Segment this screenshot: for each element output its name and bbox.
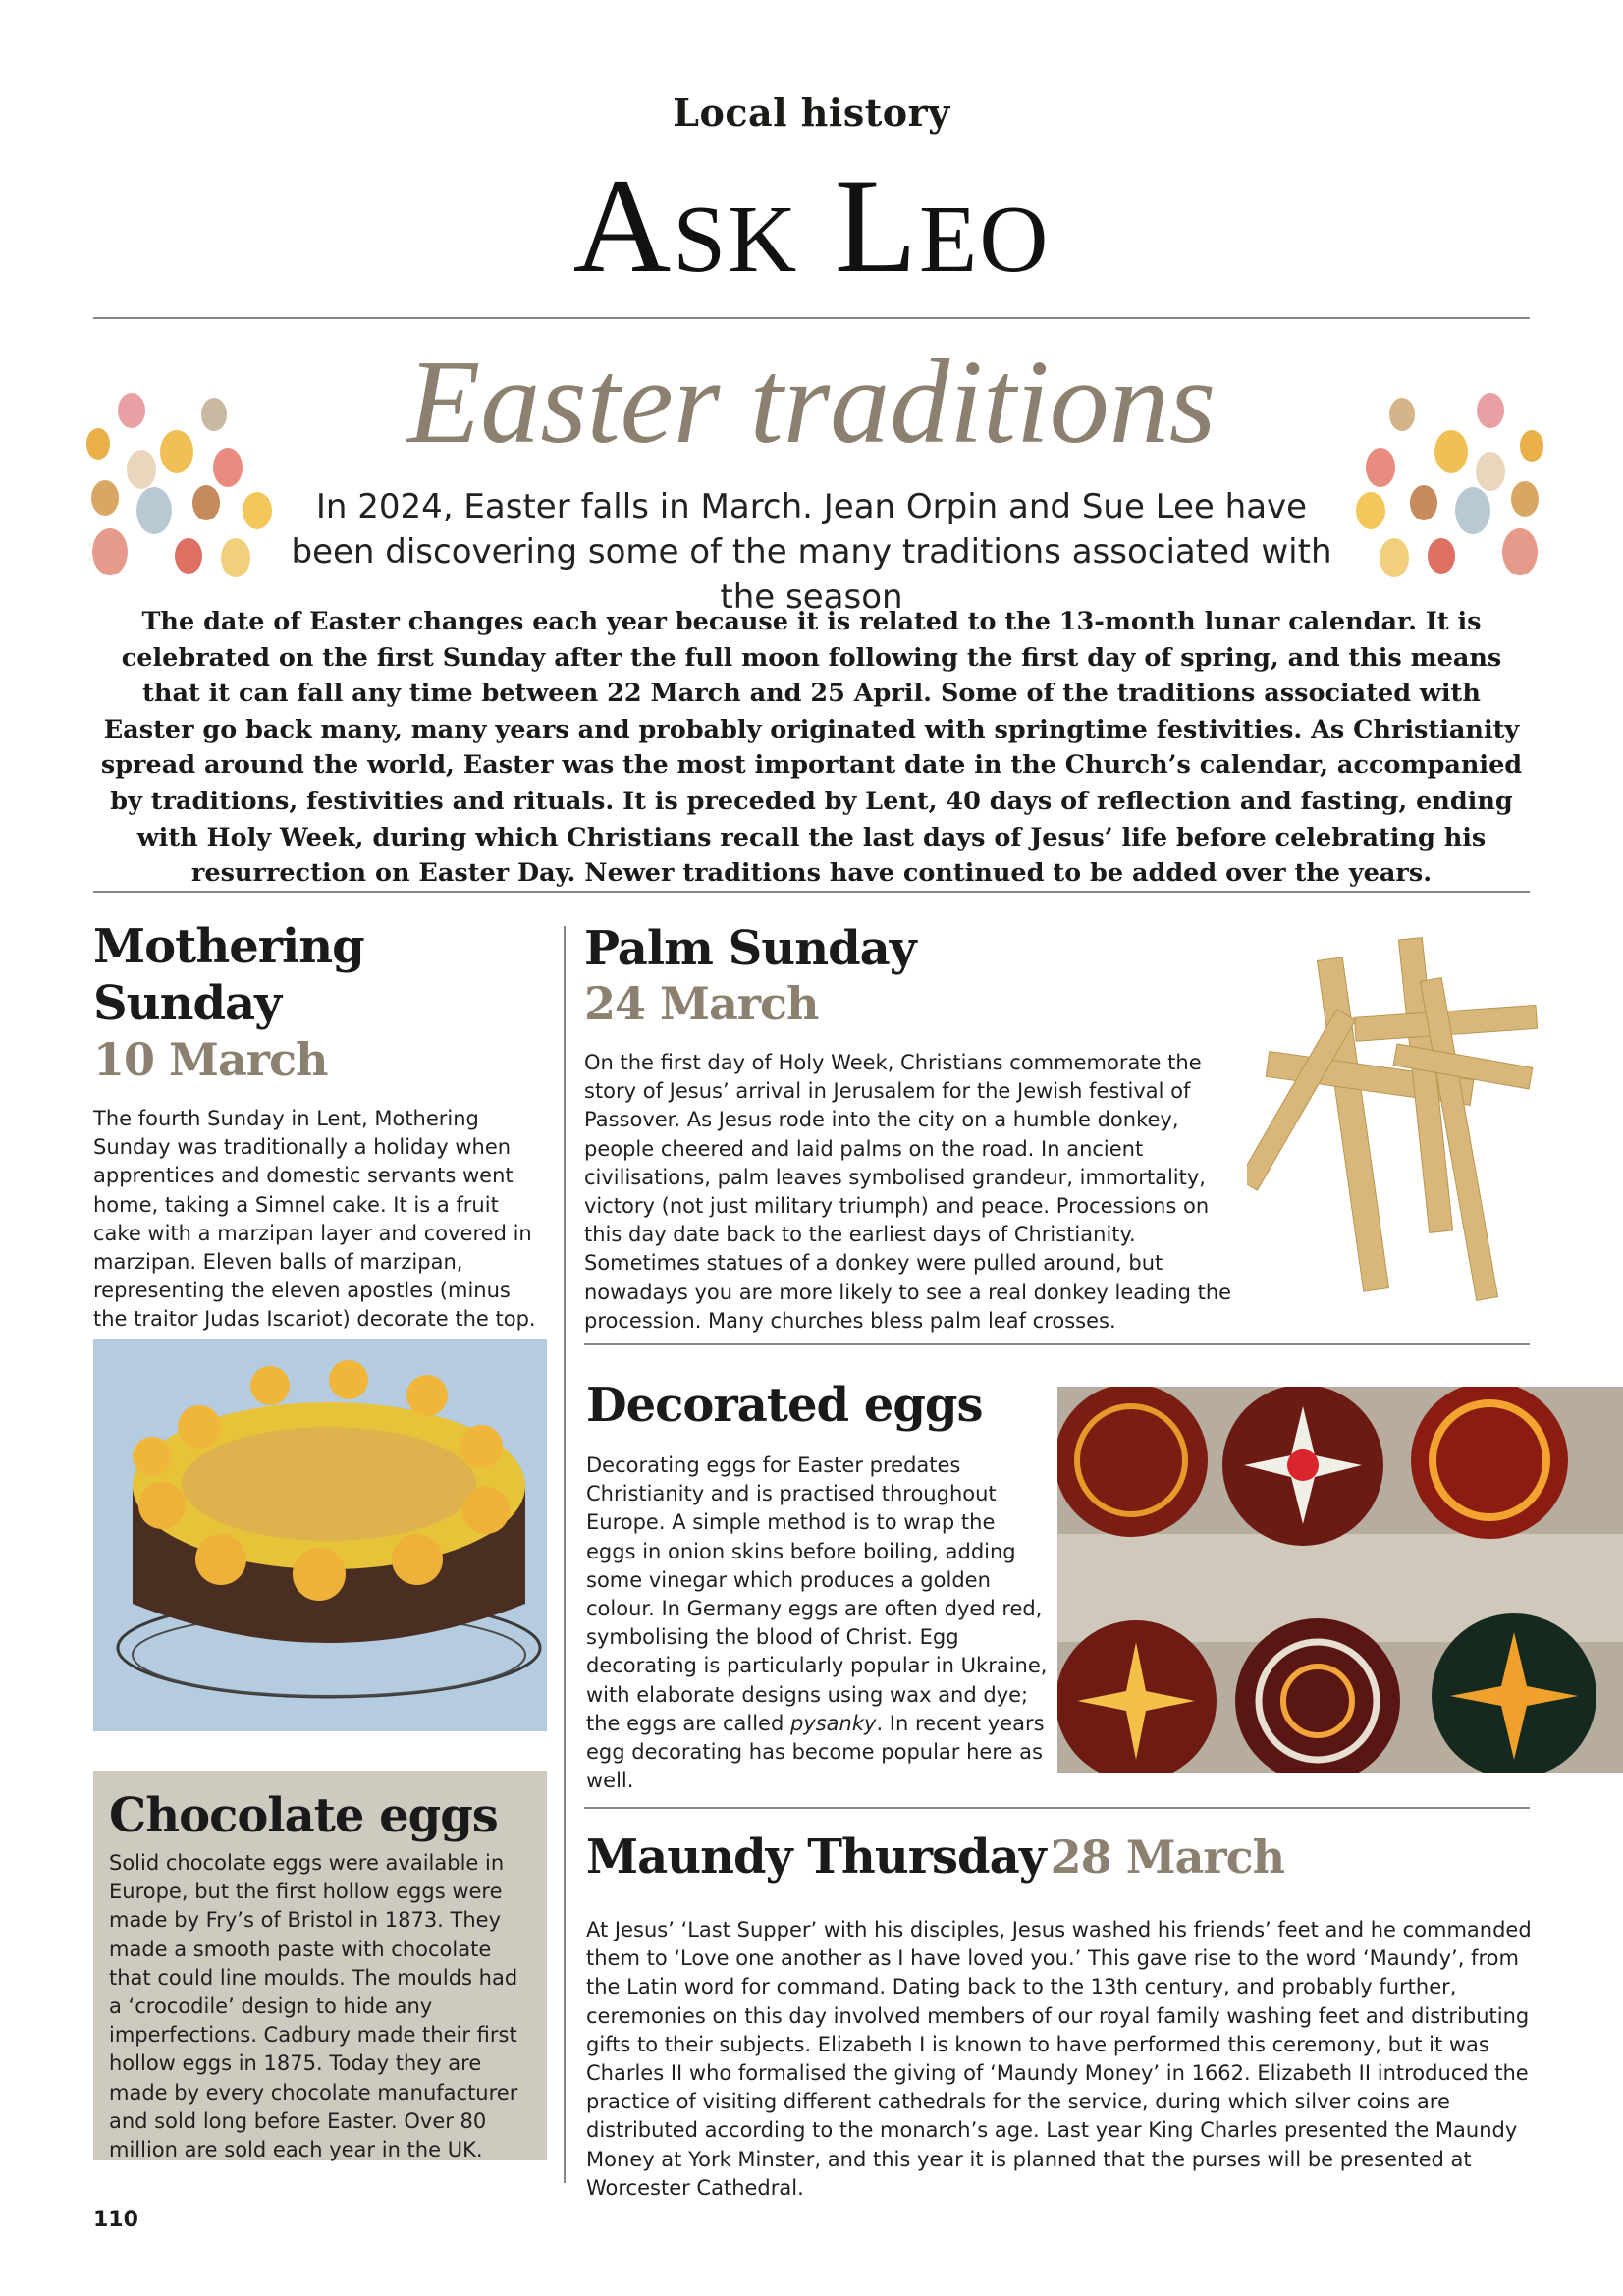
simnel-cake-photo — [93, 1339, 547, 1731]
intro-divider — [93, 891, 1530, 893]
palm-sunday-section — [584, 921, 1232, 1336]
mothering-sunday-section — [93, 918, 545, 1392]
decorated-eggs-title: Decorated eggs — [586, 1378, 983, 1433]
pysanky-eggs-photo — [1057, 1387, 1623, 1773]
palm-crosses-photo — [1247, 918, 1542, 1331]
header-divider — [93, 317, 1530, 319]
maundy-thursday-title: Maundy Thursday — [586, 1830, 1046, 1885]
decorated-eggs-body: Decorating eggs for Easter predates Christianity and is practised throughout Europe. A simple method is to wrap the eggs in onion skins before boiling, adding some vinegar which produces a golden colour. In Germany eggs are often dyed red, symbolising the blood of Christ. Egg decorating is particularly popular in Ukraine, with elaborate designs using wax and dye; the eggs are called pysanky. In recent years egg decorating has become popular here as well. — [586, 1453, 1048, 1793]
mothering-sunday-body: The fourth Sunday in Lent, Mothering Sunday was traditionally a holiday when apprentices and domestic servants went home, taking a Simnel cake. It is a fruit cake with a marzipan layer and covered in marzipan. Eleven balls of marzipan, representing the eleven apostles (minus the traitor Judas Iscariot) decorate the top. — [93, 1107, 536, 1332]
feature-title: Easter traditions — [406, 336, 1217, 468]
palm-sunday-date: 24 March — [584, 977, 819, 1030]
mothering-sunday-title: Mothering Sunday — [93, 919, 364, 1031]
column-divider — [564, 926, 566, 2183]
maundy-thursday-section — [586, 1829, 1534, 2203]
decorated-eggs-section — [586, 1377, 1048, 1795]
chocolate-eggs-box — [93, 1771, 547, 2160]
maundy-thursday-body: At Jesus’ ‘Last Supper’ with his disciples, Jesus washed his friends’ feet and he commanded them to ‘Love one another as I have loved you.’ This gave rise to the word ‘Maundy’, from the Latin word for command. Dating back to the 13th century, and probably further, ceremonies on this day involved members of our royal family washing feet and distributing gifts to their subjects. Elizabeth I is known to have performed this ceremony, but it was Charles II who formalised the giving of ‘Maundy Money’ in 1662. Elizabeth II introduced the practice of visiting different cathedrals for the service, during which silver coins are distributed according to the monarch’s age. Last year King Charles presented the Maundy Money at York Minster, and this year it is planned that the purses will be presented at Worcester Cathedral. — [586, 1918, 1532, 2200]
palm-sunday-title: Palm Sunday — [584, 921, 916, 976]
maundy-thursday-date: 28 March — [1050, 1831, 1285, 1884]
masthead-title: Ask Leo — [572, 150, 1051, 301]
mothering-sunday-date: 10 March — [93, 1033, 328, 1086]
palm-sunday-body: On the first day of Holy Week, Christians commemorate the story of Jesus’ arrival in Jerusalem for the Jewish festival of Passover. As Jesus rode into the city on a humble donkey, people cheered and laid palms on the road. In ancient civilisations, palm leaves symbolised grandeur, immortality, victory (not just military triumph) and peace. Processions on this day date back to the earliest days of Christianity. Sometimes statues of a donkey were pulled around, but nowadays you are more likely to see a real donkey leading the procession. Many churches bless palm leaf crosses. — [584, 1051, 1232, 1333]
chocolate-eggs-body: Solid chocolate eggs were available in Europe, but the first hollow eggs were made by Fry’s of Bristol in 1873. They made a smooth paste with chocolate that could line moulds. The moulds had a ‘crocodile’ design to hide any imperfections. Cadbury made their first hollow eggs in 1875. Today they are made by every chocolate manufacturer and sold long before Easter. Over 80 million are sold each year in the UK. — [109, 1851, 518, 2162]
section-label: Local history — [673, 90, 950, 135]
intro-paragraph: The date of Easter changes each year because it is related to the 13-month lunar calendar. It is celebrated on the first Sunday after the full moon following the first day of spring, and this means that it can fall any time between 22 March and 25 April. Some of the traditions associated with Easter go back many, many years and probably originated with springtime festivities. As Christianity spread around the world, Easter was the most important date in the Church’s calendar, accompanied by traditions, festivities and rituals. It is preceded by Lent, 40 days of reflection and fasting, ending with Holy Week, during which Christians recall the last days of Jesus’ life before celebrating his resurrection on Easter Day. Newer traditions have continued to be added over the years. — [100, 607, 1523, 889]
pysanky-term: pysanky — [789, 1711, 877, 1735]
page-number: 110 — [93, 2208, 138, 2232]
chocolate-eggs-title: Chocolate eggs — [109, 1788, 498, 1843]
eggs-divider — [584, 1807, 1530, 1809]
standfirst: In 2024, Easter falls in March. Jean Orpin and Sue Lee have been discovering some of the many traditions associated with the season — [291, 487, 1332, 617]
palm-divider — [584, 1343, 1530, 1345]
